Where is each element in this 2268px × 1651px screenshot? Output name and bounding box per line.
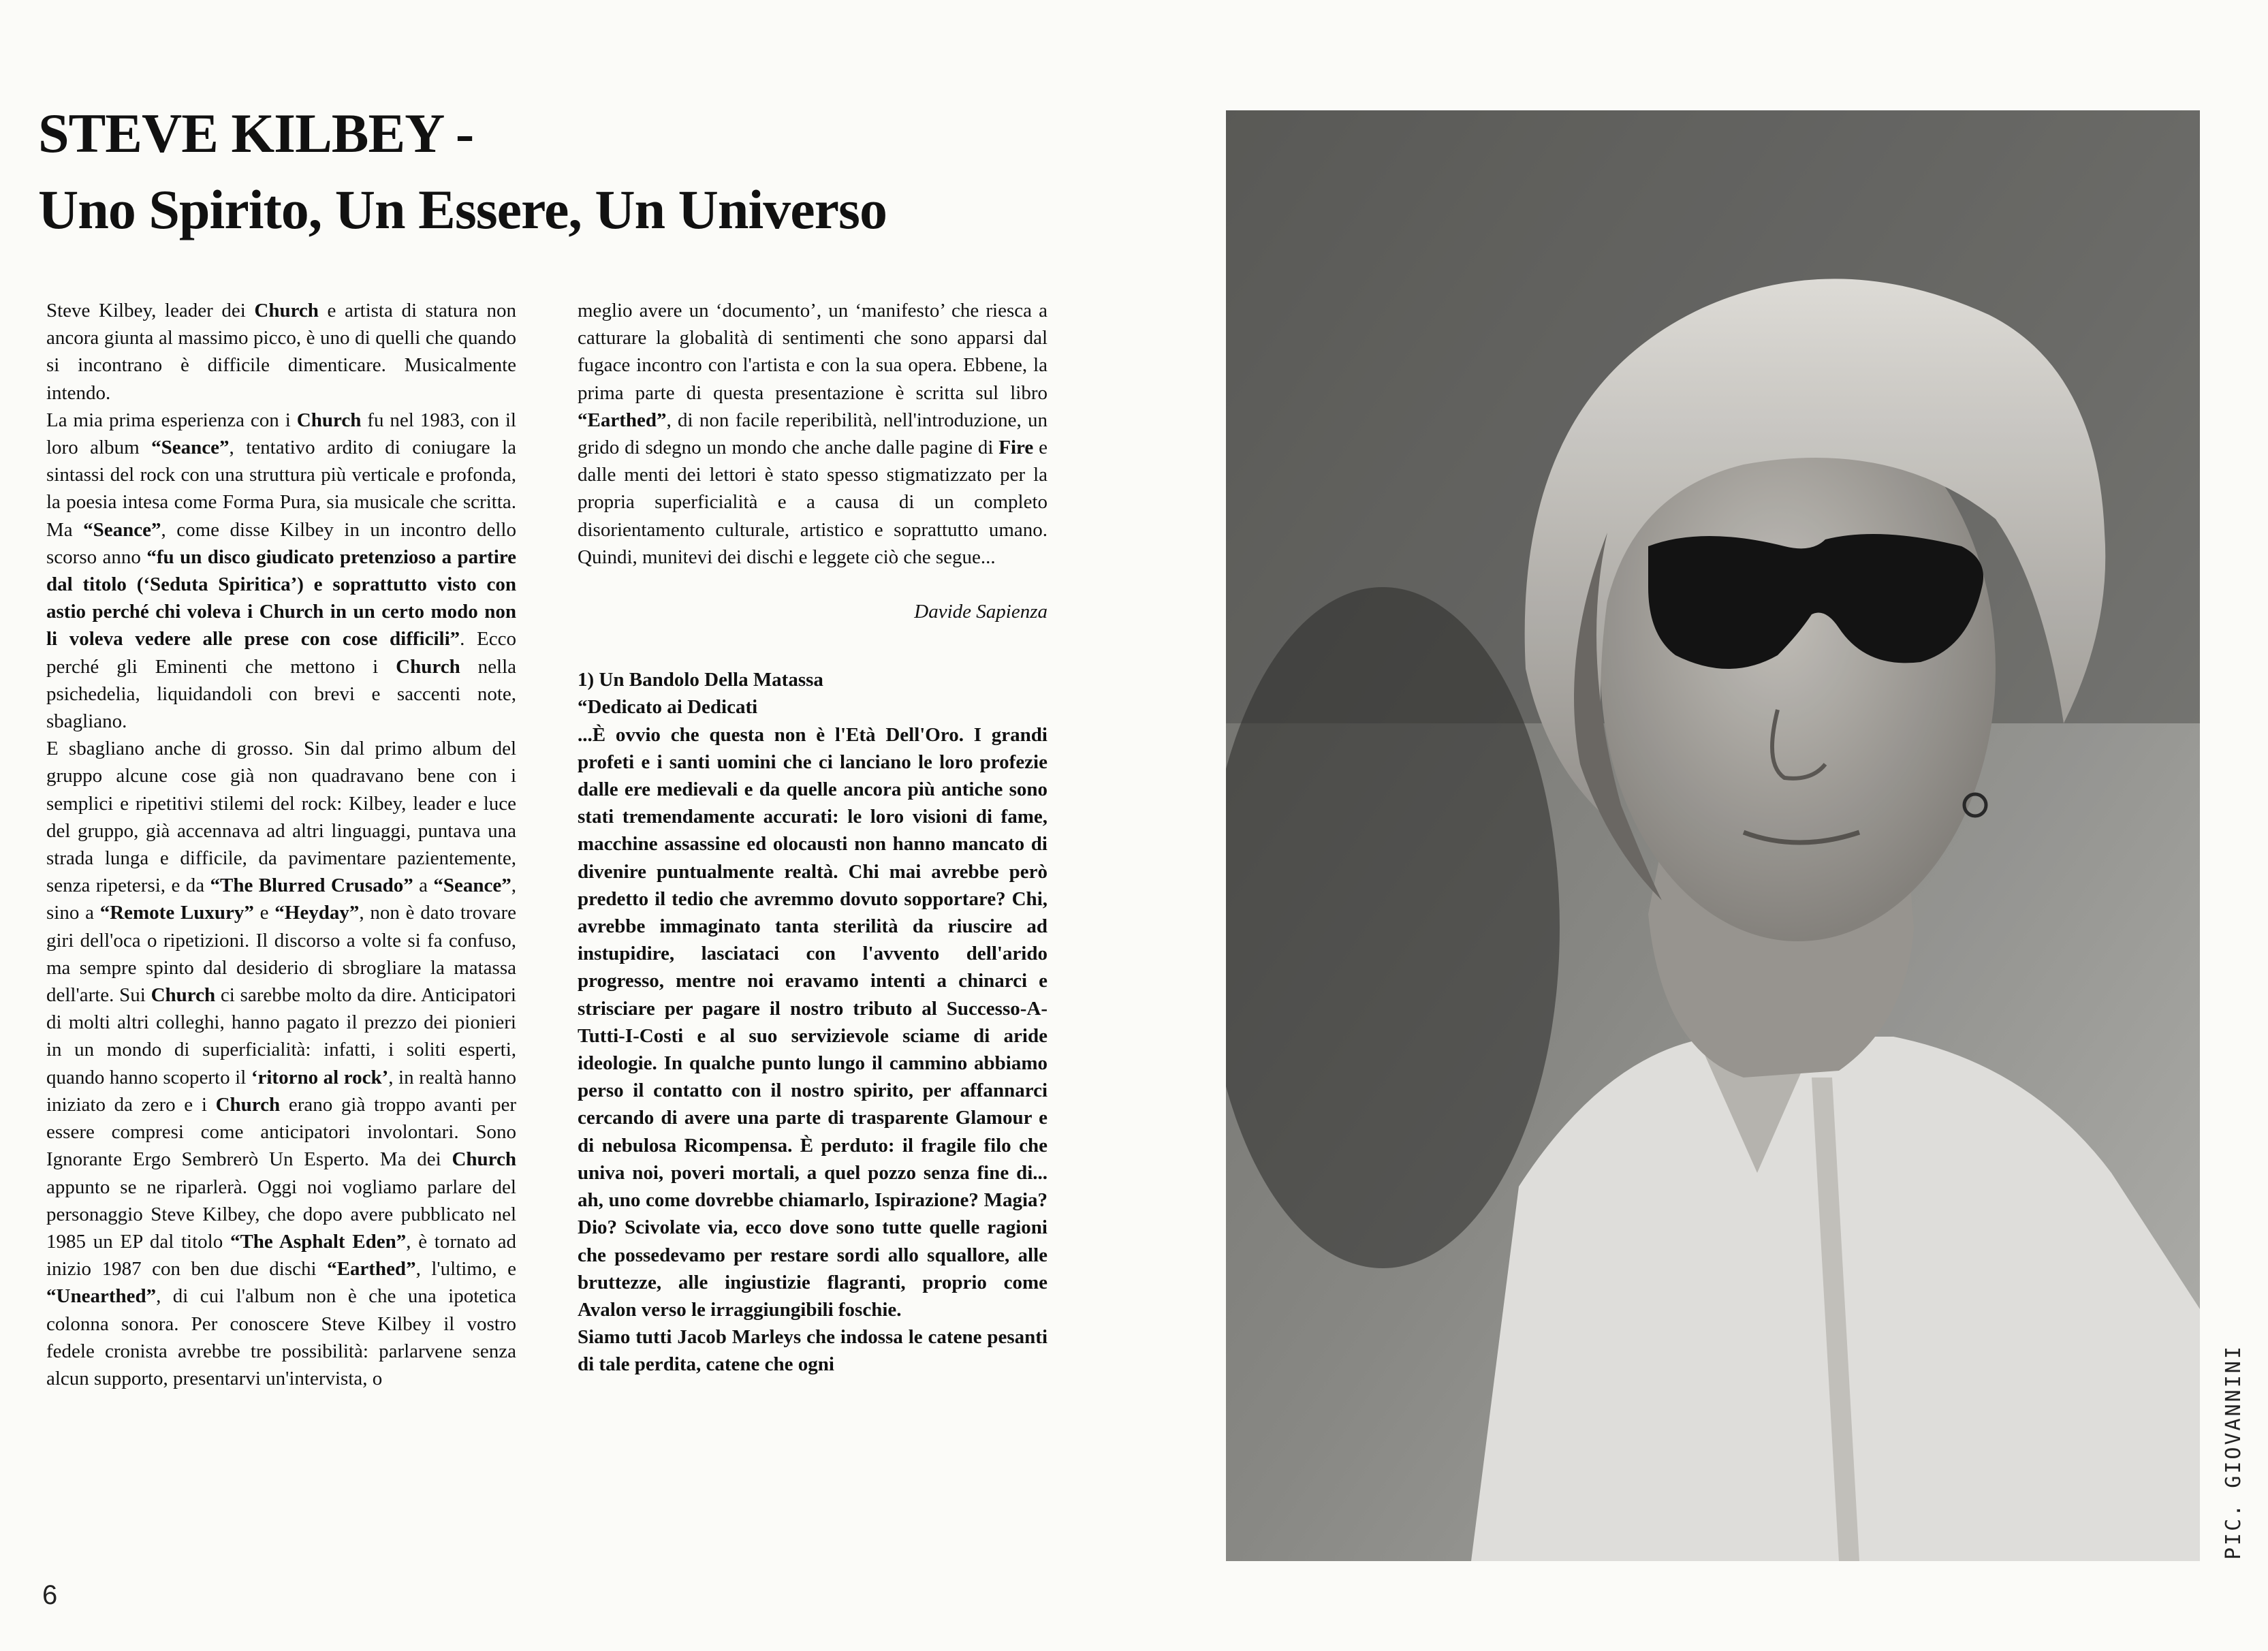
portrait-photo: [1226, 110, 2200, 1561]
author-signature: Davide Sapienza: [914, 601, 1048, 623]
section-heading: 1) Un Bandolo Della Matassa “Dedicato ai Dedicati: [578, 669, 823, 719]
text-column-left: [46, 297, 516, 1392]
paragraph-4: meglio avere un ‘documento’, un ‘manifesto’ che riesca a catturare la globalità di sentimenti che sono apparsi dal fugace incontro con l'artista e con la sua opera. Ebbene, la prima parte di questa presentazione è scritta sul libro “Earthed”, di non facile reperibilità, nell'introduzione, un grido di sdegno un mondo che anche dalle pagine di Fire e dalle menti dei lettori è stato spesso stigmatizzato per la propria superficialità e a causa di un completo disorientamento culturale, artistico e soprattutto umano. Quindi, munitevi dei dischi e leggete ciò che segue...: [578, 300, 1048, 568]
quoted-text-continued: Siamo tutti Jacob Marleys che indossa le catene pesanti di tale perdita, catene che ogni: [578, 1326, 1048, 1376]
paragraph-3: E sbagliano anche di grosso. Sin dal primo album del gruppo alcune cose già non quadravano bene con i semplici e ripetitivi stilemi del rock: Kilbey, leader e luce del gruppo, già accennava ad altri linguaggi, puntava una strada lunga e difficile, da pavimentare pazientemente, senza ripetersi, e da “The Blurred Crusado” a “Seance”, sino a “Remote Luxury” e “Heyday”, non è dato trovare giri dell'oca o ripetizioni. Il discorso a volte si fa confuso, ma sempre spinto dal desiderio di sbrogliare la matassa dell'arte. Sui Church ci sarebbe molto da dire. Anticipatori di molti altri colleghi, hanno pagato il prezzo dei pionieri in un mondo di superficialità: infatti, i soliti esperti, quando hanno scoperto il ‘ritorno al rock’, in realtà hanno iniziato da zero e i Church erano già troppo avanti per essere compresi come anticipatori involontari. Sono Ignorante Ergo Sembrerò Un Esperto. Ma dei Church appunto se ne riparlerà. Oggi noi vogliamo parlare del personaggio Steve Kilbey, che dopo avere pubblicato nel 1985 un EP dal titolo “The Asphalt Eden”, è tornato ad inizio 1987 con ben due dischi “Earthed”, l'ultimo, e “Unearthed”, di cui l'album non è che una ipotetica colonna sonora. Per conoscere Steve Kilbey il vostro fedele cronista avrebbe tre possibilità: parlarvene senza alcun supporto, presentarvi un'intervista, o: [46, 738, 517, 1389]
title-line-1: STEVE KILBEY -: [38, 102, 474, 164]
photo-credit: PIC. GIOVANNINI: [2222, 1345, 2246, 1560]
title-line-2: Uno Spirito, Un Essere, Un Universo: [38, 178, 887, 240]
page-number: 6: [42, 1580, 58, 1610]
text-column-right: [578, 297, 1048, 1379]
quoted-text: ...È ovvio che questa non è l'Età Dell'Oro. I grandi profeti e i santi uomini che ci lanciano le loro profezie dalle ere medievali e da quelle ancora più antiche sono stati tremendamente accurati: le loro visioni di fame, macchine assassine ed olocausti non hanno mancato di divenire puntualmente realtà. Chi mai avrebbe però predetto il tedio che avremmo dovuto sopportare? Chi, avrebbe immaginato tanta sterilità da riuscire ad instupidire, lasciataci con l'avvento dell'arido progresso, mentre noi eravamo intenti a chinarci e strisciare per pagare il nostro tributo al Successo-A-Tutti-I-Costi e al suo servizievole sciame di aride ideologie. In qualche punto lungo il cammino abbiamo perso il contatto con il nostro spirito, per affannarci cercando di avere una parte di trasparente Glamour e di nebulosa Ricompensa. È perduto: il fragile filo che univa noi, poveri mortali, a quel pozzo senza fine di... ah, uno come dovrebbe chiamarlo, Ispirazione? Magia? Dio? Scivolate via, ecco dove sono tutte quelle ragioni che possedevamo per restare sordi allo squallore, alle bruttezze, alle ingiustizie flagranti, proprio come Avalon verso le irraggiungibili foschie.: [578, 723, 1048, 1321]
article-title: [38, 95, 887, 248]
paragraph-2: La mia prima esperienza con i Church fu nel 1983, con il loro album “Seance”, tentativo ardito di coniugare la sintassi del rock con una struttura più verticale e profonda, la poesia intesa come Forma Pura, sia musicale che scritta. Ma “Seance”, come disse Kilbey in un incontro dello scorso anno “fu un disco giudicato pretenzioso a partire dal titolo (‘Seduta Spiritica’) e soprattutto visto con astio perché chi voleva i Church in un certo modo non li voleva vedere alle prese con cose difficili”. Ecco perché gli Eminenti che mettono i Church nella psichedelia, liquidandoli con brevi e saccenti note, sbagliano.: [46, 409, 517, 733]
paragraph-1: Steve Kilbey, leader dei Church e artista di statura non ancora giunta al massimo picco, è uno di quelli che quando si incontrano è difficile dimenticare. Musicalmente intendo.: [46, 300, 517, 404]
